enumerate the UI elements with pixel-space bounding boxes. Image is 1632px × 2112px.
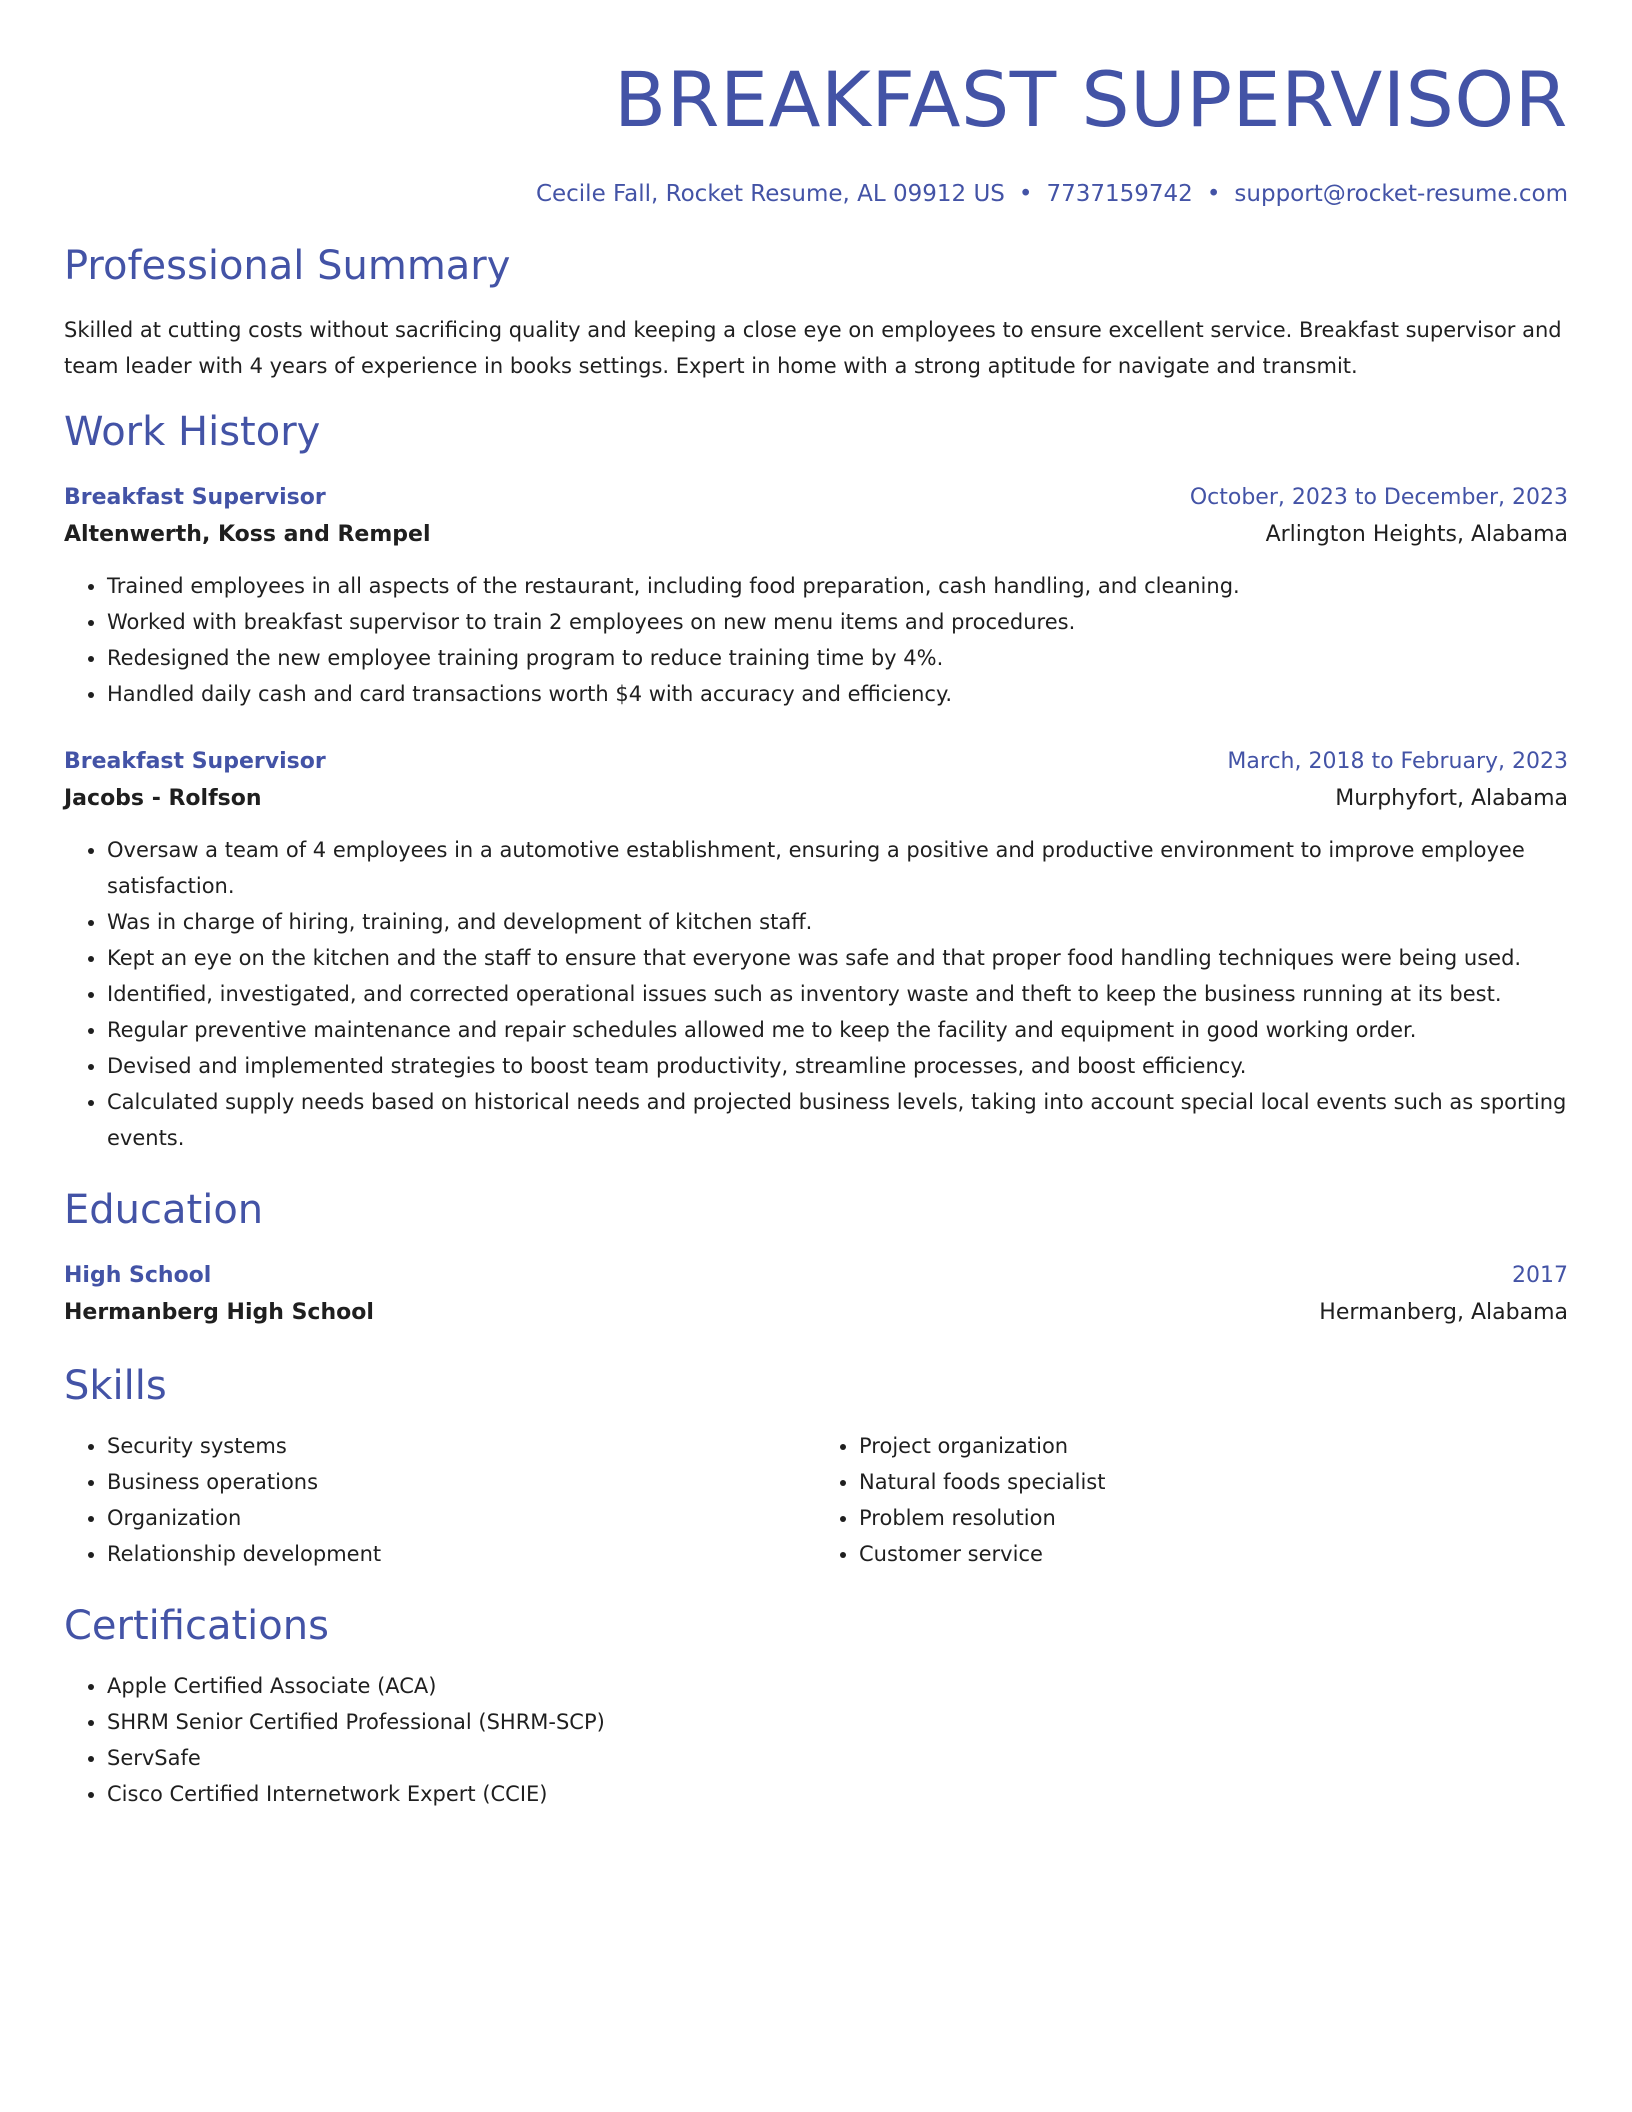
contact-phone: 7737159742 [1046,181,1193,207]
resume-header [64,52,1568,210]
list-item: • Identified, investigated, and corrected operational issues such as inventory waste and theft to keep the business running at its best. [107,976,1568,1012]
list-item: • Relationship development [107,1536,816,1572]
job-bullets [64,832,1568,1156]
section-heading: Work History [64,409,321,455]
certifications-list [64,1668,1568,1812]
job-company-row [64,516,1568,554]
list-item: • Handled daily cash and card transactions worth $4 with accuracy and efficiency. [107,676,1568,712]
skills-section [64,1358,1568,1572]
contact-separator: • [1018,181,1033,207]
list-item: • Apple Certified Associate (ACA) [107,1668,1568,1704]
list-item: • Business operations [107,1464,816,1500]
summary-text: Skilled at cutting costs without sacrificing quality and keeping a close eye on employees to ensure excellent service. Breakfast supervisor and team leader with 4 years of experience in books settings. Expert in home with a strong aptitude for navigate and transmit. [64,318,1562,378]
education-school-row [64,1294,1568,1332]
list-item: • Organization [107,1500,816,1536]
job-title: Breakfast Supervisor [64,749,326,774]
work-history-section [64,404,1568,1156]
education-year: 2017 [1512,1263,1568,1288]
section-heading: Professional Summary [64,243,511,289]
job-dates: October, 2023 to December, 2023 [1189,485,1568,510]
contact-line [64,178,1568,210]
professional-summary-section [64,238,1568,384]
contact-email: support@rocket-resume.com [1234,181,1568,207]
list-item: • Devised and implemented strategies to boost team productivity, streamline processes, and boost efficiency. [107,1048,1568,1084]
certifications-section [64,1598,1568,1812]
list-item: • Trained employees in all aspects of the restaurant, including food preparation, cash handling, and cleaning. [107,568,1568,604]
skills-list-left [64,1428,816,1572]
job-header-row [64,480,1568,516]
job-company: Altenwerth, Koss and Rempel [64,522,431,547]
job-entry [64,480,1568,712]
job-entry [64,744,1568,1156]
job-company-row [64,780,1568,818]
contact-separator: • [1206,181,1221,207]
education-school: Hermanberg High School [64,1300,374,1325]
contact-address: Cecile Fall, Rocket Resume, AL 09912 US [535,181,1005,207]
list-item: • Worked with breakfast supervisor to train 2 employees on new menu items and procedures. [107,604,1568,640]
skills-list-right [816,1428,1568,1572]
job-dates: March, 2018 to February, 2023 [1227,749,1568,774]
list-item: • Problem resolution [859,1500,1568,1536]
section-heading: Skills [64,1363,167,1409]
job-location: Arlington Heights, Alabama [1265,522,1568,547]
list-item: • SHRM Senior Certified Professional (SHRM-SCP) [107,1704,1568,1740]
list-item: • ServSafe [107,1740,1568,1776]
job-header-row [64,744,1568,780]
education-entry [64,1258,1568,1332]
list-item: • Security systems [107,1428,816,1464]
job-location: Murphyfort, Alabama [1335,786,1568,811]
education-degree: High School [64,1263,212,1288]
list-item: • Regular preventive maintenance and repair schedules allowed me to keep the facility and equipment in good working order. [107,1012,1568,1048]
list-item: • Was in charge of hiring, training, and development of kitchen staff. [107,904,1568,940]
list-item: • Cisco Certified Internetwork Expert (CCIE) [107,1776,1568,1812]
page-title: BREAKFAST SUPERVISOR [614,55,1568,144]
skills-grid [64,1428,1568,1572]
list-item: • Calculated supply needs based on historical needs and projected business levels, taking into account special local events such as sporting events. [107,1084,1568,1156]
job-bullets [64,568,1568,712]
list-item: • Customer service [859,1536,1568,1572]
list-item: • Natural foods specialist [859,1464,1568,1500]
education-location: Hermanberg, Alabama [1319,1300,1568,1325]
section-heading: Certifications [64,1603,329,1649]
list-item: • Oversaw a team of 4 employees in a automotive establishment, ensuring a positive and productive environment to improve employee satisfaction. [107,832,1568,904]
education-header-row [64,1258,1568,1294]
list-item: • Redesigned the new employee training program to reduce training time by 4%. [107,640,1568,676]
job-company: Jacobs - Rolfson [64,786,262,811]
list-item: • Kept an eye on the kitchen and the staff to ensure that everyone was safe and that proper food handling techniques were being used. [107,940,1568,976]
education-section [64,1182,1568,1332]
section-heading: Education [64,1187,264,1233]
list-item: • Project organization [859,1428,1568,1464]
job-title: Breakfast Supervisor [64,485,326,510]
